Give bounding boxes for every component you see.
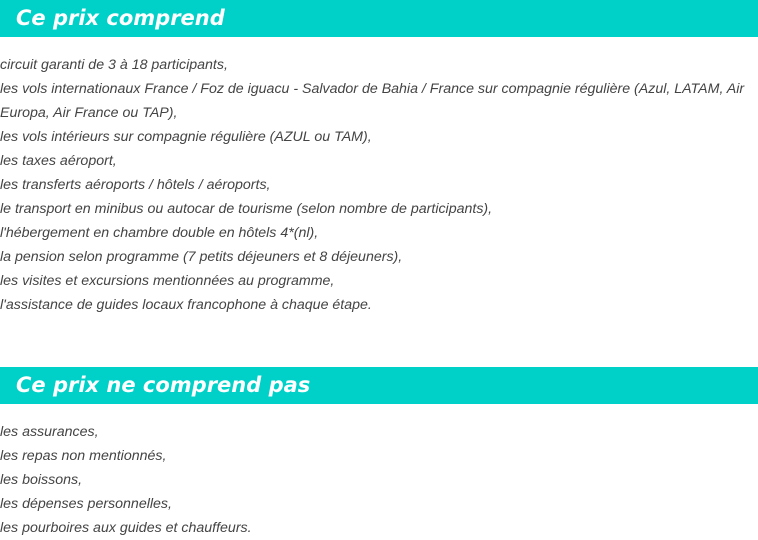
list-item: la pension selon programme (7 petits déjeuners et 8 déjeuners), [0,249,403,265]
list-item: les dépenses personnelles, [0,496,172,512]
list-item: les transferts aéroports / hôtels / aéroports, [0,177,271,193]
included-list [0,53,752,317]
list-item: les vols internationaux France / Foz de iguacu - Salvador de Bahia / France sur compagnie régulière (Azul, LATAM, Air Europa, Air France ou TAP), [0,81,745,121]
list-item: les assurances, [0,424,99,440]
excluded-section-title: Ce prix ne comprend pas [0,367,758,404]
list-item: les vols intérieurs sur compagnie régulière (AZUL ou TAM), [0,129,372,145]
excluded-list [0,420,752,540]
list-item: les taxes aéroport, [0,153,117,169]
list-item: les visites et excursions mentionnées au programme, [0,273,335,289]
list-item: les repas non mentionnés, [0,448,167,464]
list-item: les boissons, [0,472,83,488]
included-section-title: Ce prix comprend [0,0,758,37]
list-item: circuit garanti de 3 à 18 participants, [0,57,228,73]
list-item: l'hébergement en chambre double en hôtels 4*(nl), [0,225,319,241]
list-item: l'assistance de guides locaux francophone à chaque étape. [0,297,372,313]
list-item: le transport en minibus ou autocar de tourisme (selon nombre de participants), [0,201,493,217]
list-item: les pourboires aux guides et chauffeurs. [0,520,252,536]
